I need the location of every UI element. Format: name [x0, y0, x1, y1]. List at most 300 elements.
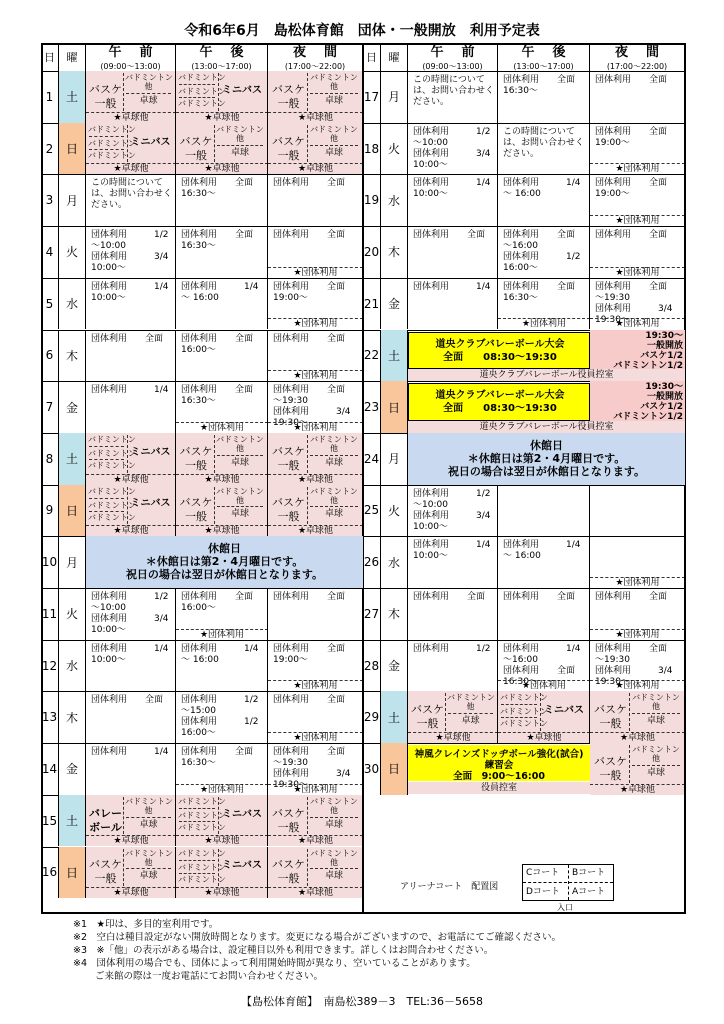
row-14-afternoon-text: 団体利用 全面 16:30～ [181, 747, 254, 769]
row-26-evening-star-note: ★団体利用 [590, 577, 685, 588]
row-2-morning-badminton3: バドミントン [88, 150, 136, 160]
row-23-evening [590, 381, 685, 421]
row-30-evening-takkyu: 卓球 [646, 767, 665, 778]
row-21-evening-text: 団体利用 全面 ～19:30 団体利用 3/4 19:30～ [595, 281, 673, 325]
row-11-evening-text: 団体利用 全面 [273, 592, 346, 602]
row-30-foot [408, 782, 590, 794]
header-ev-right [590, 43, 685, 71]
row-19-afternoon [498, 174, 590, 226]
row-22-day: 22 [363, 330, 381, 382]
row-13-afternoon-text: 団体利用 1/2 ～15:00 団体利用 1/2 16:00～ [181, 695, 259, 739]
row-13-afternoon [176, 691, 268, 743]
row-14-evening [268, 743, 363, 795]
row-9-afternoon [176, 485, 268, 537]
footer-address: 【島松体育館】 南島松389－3 TEL:36－5658 [241, 995, 483, 1008]
row-20-afternoon [498, 226, 590, 278]
row-16-afternoon-minibus: ミニバス [222, 860, 262, 872]
row-19-morning [408, 174, 498, 226]
row-4-evening-star-note: ★団体利用 [268, 267, 363, 278]
row-25-morning-text: 団体利用 1/2 ～10:00 団体利用 3/4 10:00～ [413, 488, 491, 532]
row-2-morning [86, 123, 176, 175]
row-1-morning-badminton: バドミントン 他 [125, 73, 173, 91]
row-3-evening-text: 団体利用 全面 [273, 178, 346, 189]
row-17-weekday: 月 [381, 71, 408, 123]
row-13-evening-text: 団体利用 全面 [273, 695, 346, 706]
row-12-morning-text: 団体利用 1/4 10:00～ [91, 643, 169, 665]
row-7-morning-text: 団体利用 1/4 [91, 385, 169, 396]
row-4-weekday: 火 [59, 226, 86, 278]
row-4-afternoon-text: 団体利用 全面 16:30～ [181, 230, 254, 252]
row-29-morning-badminton: バドミントン 他 [447, 693, 495, 712]
row-16-afternoon-star-note: ★卓球他 [176, 887, 268, 898]
row-17-morning-text: この時間について は、お問い合わせく ださい。 [413, 75, 495, 107]
row-17-evening-text: 団体利用 全面 [595, 75, 668, 85]
row-1-morning-takkyu: 卓球 [139, 95, 158, 106]
row-1-afternoon-star-note: ★卓球他 [176, 112, 268, 123]
row-20-evening-text: 団体利用 全面 [595, 230, 668, 241]
row-29-morning-sport: バスケ 一般 [411, 703, 444, 731]
row-25-afternoon [498, 485, 590, 537]
row-5-evening-text: 団体利用 全面 19:00～ [273, 281, 346, 303]
row-23-event-text: 道央クラブバレーボール大会 全面 08:30～19:30 [435, 390, 565, 415]
header-pm-time: (13:00～17:00) [191, 62, 252, 71]
row-11-weekday: 火 [59, 588, 86, 640]
row-9-evening-sport: バスケ 一般 [272, 496, 305, 524]
row-3-afternoon [176, 174, 268, 226]
page-title: 令和6年6月 島松体育館 団体・一般開放 利用予定表 [184, 23, 540, 39]
row-16-morning-sport: バスケ 一般 [89, 858, 122, 886]
row-1-afternoon [176, 71, 268, 123]
row-12-evening-text: 団体利用 全面 19:00～ [273, 643, 346, 665]
header-pm-left [176, 43, 268, 71]
row-19-afternoon-text: 団体利用 1/4 ～ 16:00 [503, 178, 581, 200]
row-30-evening-star-note: ★卓球他 [590, 784, 685, 795]
header-am-time: (09:00～13:00) [100, 62, 161, 71]
row-9-evening-star-note: ★卓球他 [268, 525, 363, 536]
row-18-weekday: 火 [381, 123, 408, 175]
row-9-weekday: 日 [59, 485, 86, 537]
row-1-evening-takkyu: 卓球 [324, 95, 343, 106]
row-13-day: 13 [41, 691, 59, 743]
row-19-morning-text: 団体利用 1/4 10:00～ [413, 178, 491, 200]
row-16-morning-star-note: ★卓球他 [86, 887, 176, 898]
row-5-day: 5 [41, 278, 59, 330]
header-day-left: 日 [41, 43, 59, 71]
header-ev-left [268, 43, 363, 71]
row-21-afternoon-star-note: ★団体利用 [498, 318, 590, 329]
row-16-weekday: 日 [59, 847, 86, 899]
row-27-evening-star-note: ★団体利用 [590, 629, 685, 640]
row-28-evening-text: 団体利用 全面 ～19:30 団体利用 3/4 19:30～ [595, 643, 673, 687]
row-2-afternoon-sport: バスケ 一般 [179, 134, 213, 162]
row-9-morning-badminton2: バドミントン [88, 500, 136, 510]
row-12-afternoon-text: 団体利用 1/4 ～ 16:00 [181, 643, 259, 665]
row-28-afternoon [498, 640, 590, 692]
schedule-grid [41, 43, 686, 914]
row-28-weekday: 金 [381, 640, 408, 692]
row-28-afternoon-text: 団体利用 1/4 ～16:00 団体利用 全面 16:30～ [503, 643, 581, 687]
row-8-evening-takkyu: 卓球 [324, 457, 343, 468]
entrance-label: 入口 [557, 903, 573, 912]
row-8-evening-sport: バスケ 一般 [272, 444, 305, 472]
header-am-left [86, 43, 176, 71]
row-21-weekday: 金 [381, 278, 408, 330]
row-12-day: 12 [41, 640, 59, 692]
row-25-weekday: 火 [381, 485, 408, 537]
row-1-morning-sport: バスケ 一般 [89, 82, 122, 110]
row-14-evening-star-note: ★団体利用 [268, 784, 363, 795]
row-20-day: 20 [363, 226, 381, 278]
row-9-morning [86, 485, 176, 537]
header-pm-label: 午後 [521, 45, 584, 60]
row-15-day: 15 [41, 795, 59, 847]
row-22-weekday: 土 [381, 330, 408, 382]
row-14-afternoon-star-note: ★団体利用 [176, 784, 268, 795]
row-15-morning [86, 795, 176, 847]
row-8-weekday: 土 [59, 433, 86, 485]
row-20-afternoon-text: 団体利用 全面 ～16:00 団体利用 1/2 16:00～ [503, 230, 581, 274]
header-day-right: 日 [363, 43, 381, 71]
row-16-afternoon-badminton3: バドミントン [178, 874, 226, 884]
header-am-right [408, 43, 498, 71]
row-8-morning-star-note: ★卓球他 [86, 474, 176, 485]
row-7-evening [268, 381, 363, 433]
row-2-evening-badminton: バドミントン 他 [310, 124, 358, 143]
row-28-evening-star-note: ★団体利用 [590, 680, 685, 691]
row-27-morning [408, 588, 498, 640]
row-18-morning [408, 123, 498, 175]
row-28-morning [408, 640, 498, 692]
row-26-afternoon [498, 536, 590, 588]
row-9-morning-badminton3: バドミントン [88, 512, 136, 522]
row-5-afternoon-text: 団体利用 1/4 ～ 16:00 [181, 281, 259, 303]
row-29-afternoon-star-note: ★卓球他 [498, 732, 590, 743]
row-29-evening-badminton: バドミントン 他 [632, 693, 680, 712]
row-19-evening-text: 団体利用 全面 19:00～ [595, 178, 668, 200]
header-ev-label: 夜間 [614, 45, 677, 60]
row-22-evening-text: 19:30～ 一般開放 バスケ1/2 バドミントン1/2 [613, 330, 683, 370]
row-11-afternoon-text: 団体利用 全面 16:00～ [181, 592, 254, 613]
row-15-afternoon-badminton1: バドミントン [178, 796, 226, 806]
note-3: ※3 ※「他」の表示がある場合は、設定種目以外も利用できます。詳しくはお問合わせください。 [73, 945, 494, 956]
row-7-evening-star-note: ★団体利用 [268, 422, 363, 433]
row-16-afternoon-badminton2: バドミントン [178, 862, 226, 872]
row-21-afternoon-text: 団体利用 全面 16:30～ [503, 281, 576, 303]
row-30-evening-sport: バスケ 一般 [594, 754, 627, 782]
row-15-afternoon-badminton3: バドミントン [178, 822, 226, 832]
court-c: Cコート [526, 868, 560, 878]
row-11-afternoon [176, 588, 268, 640]
row-8-morning-badminton2: バドミントン [88, 448, 136, 458]
row-22-evening [590, 330, 685, 370]
row-27-weekday: 木 [381, 588, 408, 640]
row-23-evening-text: 19:30～ 一般開放 バスケ1/2 バドミントン1/2 [613, 382, 683, 421]
row-5-weekday: 水 [59, 278, 86, 330]
row-27-evening [590, 588, 685, 640]
row-28-day: 28 [363, 640, 381, 692]
row-23-event [408, 383, 590, 421]
row-16-afternoon [176, 847, 268, 899]
row-9-evening-badminton: バドミントン 他 [310, 486, 358, 505]
row-12-evening [268, 640, 363, 692]
row-15-evening-takkyu: 卓球 [324, 819, 343, 830]
row-16-morning-badminton: バドミントン 他 [125, 848, 173, 867]
row-15-morning-badminton: バドミントン 他 [125, 796, 173, 815]
row-9-day: 9 [41, 485, 59, 537]
row-25-evening [590, 485, 685, 537]
row-14-morning [86, 743, 176, 795]
row-14-afternoon [176, 743, 268, 795]
row-14-weekday: 金 [59, 743, 86, 795]
row-6-evening-star-note: ★団体利用 [268, 370, 363, 381]
row-6-weekday: 木 [59, 330, 86, 382]
row-9-morning-minibus: ミニバス [130, 498, 171, 510]
row-18-evening-star-note: ★団体利用 [590, 163, 685, 174]
row-7-morning [86, 381, 176, 433]
row-1-afternoon-minibus: ミニバス [222, 84, 262, 96]
row-2-morning-badminton1: バドミントン [88, 124, 136, 134]
row-2-evening-takkyu: 卓球 [324, 147, 343, 158]
row-13-weekday: 木 [59, 691, 86, 743]
row-3-day: 3 [41, 174, 59, 226]
row-20-evening [590, 226, 685, 278]
row-16-evening-star-note: ★卓球他 [268, 887, 363, 898]
row-26-morning [408, 536, 498, 588]
header-ev-label: 夜間 [292, 45, 355, 60]
row-3-weekday: 月 [59, 174, 86, 226]
row-9-evening [268, 485, 363, 537]
row-29-day: 29 [363, 691, 381, 743]
row-18-evening [590, 123, 685, 175]
row-2-afternoon [176, 123, 268, 175]
row-11-evening [268, 588, 363, 640]
court-a: Aコート [572, 887, 606, 897]
row-5-morning [86, 278, 176, 330]
row-20-evening-star-note: ★団体利用 [590, 267, 685, 278]
row-29-afternoon-badminton2: バドミントン [500, 707, 548, 717]
row-18-afternoon-text: この時間について は、お問い合わせく ださい。 [503, 126, 585, 159]
row-8-afternoon-sport: バスケ 一般 [179, 444, 213, 472]
row-17-evening [590, 71, 685, 123]
row-5-evening-star-note: ★団体利用 [268, 318, 363, 329]
row-9-evening-takkyu: 卓球 [324, 509, 343, 520]
row-29-evening [590, 691, 685, 743]
row-20-weekday: 木 [381, 226, 408, 278]
row-8-morning [86, 433, 176, 485]
header-am-label: 午前 [108, 45, 171, 60]
row-13-evening [268, 691, 363, 743]
row-29-afternoon-minibus: ミニバス [544, 705, 584, 717]
row-15-morning-takkyu: 卓球 [139, 819, 158, 830]
row-15-weekday: 土 [59, 795, 86, 847]
row-18-evening-text: 団体利用 全面 19:00～ [595, 126, 668, 148]
row-30-evening [590, 743, 685, 795]
row-8-morning-badminton3: バドミントン [88, 460, 136, 470]
row-22-event [408, 332, 590, 370]
row-29-weekday: 土 [381, 691, 408, 743]
row-11-morning [86, 588, 176, 640]
row-28-afternoon-star-note: ★団体利用 [498, 680, 590, 691]
row-14-morning-text: 団体利用 1/4 [91, 747, 169, 758]
row-1-morning [86, 71, 176, 123]
row-12-evening-star-note: ★団体利用 [268, 680, 363, 691]
row-7-weekday: 金 [59, 381, 86, 433]
row-6-evening-text: 団体利用 全面 [273, 333, 346, 344]
row-23-day: 23 [363, 381, 381, 433]
row-11-afternoon-star-note: ★団体利用 [176, 629, 268, 640]
row-29-afternoon-badminton3: バドミントン [500, 719, 548, 729]
row-15-afternoon [176, 795, 268, 847]
row-21-morning [408, 278, 498, 330]
row-27-evening-text: 団体利用 全面 [595, 592, 668, 602]
header-pm-time: (13:00～17:00) [513, 62, 574, 71]
row-26-morning-text: 団体利用 1/4 10:00～ [413, 540, 491, 562]
row-26-day: 26 [363, 536, 381, 588]
row-6-evening [268, 330, 363, 382]
row-17-afternoon-text: 団体利用 全面 16:30～ [503, 75, 576, 96]
header-pm-label: 午後 [199, 45, 262, 60]
row-2-weekday: 日 [59, 123, 86, 175]
row-24-closed [408, 433, 685, 485]
row-19-evening [590, 174, 685, 226]
row-3-morning-text: この時間について は、お問い合わせく ださい。 [91, 178, 173, 211]
row-13-evening-star-note: ★団体利用 [268, 732, 363, 743]
row-8-morning-badminton1: バドミントン [88, 434, 136, 444]
row-12-afternoon [176, 640, 268, 692]
note-4: ※4 団体利用の場合でも、団体によって利用開始時間が異なり、空いていることがあります。 [73, 958, 476, 969]
row-27-morning-text: 団体利用 全面 [413, 592, 486, 602]
row-7-evening-text: 団体利用 全面 ～19:30 団体利用 3/4 19:30～ [273, 385, 351, 429]
row-19-evening-star-note: ★団体利用 [590, 215, 685, 226]
row-20-morning-text: 団体利用 全面 [413, 230, 486, 241]
row-26-weekday: 水 [381, 536, 408, 588]
row-14-day: 14 [41, 743, 59, 795]
header-weekday-right: 曜 [381, 43, 408, 71]
row-2-morning-star-note: ★卓球他 [86, 163, 176, 174]
row-22-foot-text: 道央クラブバレーボール役員控室 [479, 370, 614, 381]
row-28-morning-text: 団体利用 1/2 [413, 643, 491, 654]
row-7-afternoon-star-note: ★団体利用 [176, 422, 268, 433]
row-8-afternoon-star-note: ★卓球他 [176, 474, 268, 485]
row-19-day: 19 [363, 174, 381, 226]
row-15-afternoon-minibus: ミニバス [222, 808, 262, 820]
header-pm-right [498, 43, 590, 71]
row-6-afternoon [176, 330, 268, 382]
row-14-evening-text: 団体利用 全面 ～19:30 団体利用 3/4 19:30～ [273, 747, 351, 791]
row-25-morning [408, 485, 498, 537]
row-30-event-text: 神風クレインズドッヂボール強化(試合) 練習会 全面 9:00～16:00 [414, 749, 584, 781]
row-16-evening-takkyu: 卓球 [324, 871, 343, 882]
row-9-afternoon-sport: バスケ 一般 [179, 496, 213, 524]
row-8-evening-star-note: ★卓球他 [268, 474, 363, 485]
row-5-afternoon [176, 278, 268, 330]
row-23-foot-text: 道央クラブバレーボール役員控室 [479, 421, 614, 432]
row-3-morning [86, 174, 176, 226]
note-5: ご来館の際は一度お電話にてお問い合わせください。 [73, 971, 324, 982]
row-1-evening-badminton: バドミントン 他 [310, 73, 358, 91]
row-10-weekday: 月 [59, 536, 86, 588]
row-4-evening [268, 226, 363, 278]
row-21-morning-text: 団体利用 1/4 [413, 281, 491, 292]
row-2-morning-minibus: ミニバス [130, 136, 171, 148]
row-16-morning-takkyu: 卓球 [139, 871, 158, 882]
row-6-afternoon-text: 団体利用 全面 16:00～ [181, 333, 254, 355]
header-weekday-left: 曜 [59, 43, 86, 71]
row-15-evening-badminton: バドミントン 他 [310, 796, 358, 815]
header-am-label: 午前 [430, 45, 493, 60]
row-4-afternoon [176, 226, 268, 278]
row-12-morning [86, 640, 176, 692]
row-26-afternoon-text: 団体利用 1/4 ～ 16:00 [503, 540, 581, 562]
row-24-closed-text: 休館日 ＊休館日は第2・4月曜日です。 祝日の場合は翌日が休館日となります。 [447, 438, 646, 478]
row-7-day: 7 [41, 381, 59, 433]
row-29-afternoon-badminton1: バドミントン [500, 693, 548, 703]
row-24-day: 24 [363, 433, 381, 485]
row-5-evening [268, 278, 363, 330]
row-3-evening [268, 174, 363, 226]
row-4-day: 4 [41, 226, 59, 278]
row-1-morning-star-note: ★卓球他 [86, 112, 176, 123]
row-30-foot-text: 役員控室 [480, 782, 517, 793]
row-2-evening-star-note: ★卓球他 [268, 163, 363, 174]
row-23-weekday: 日 [381, 381, 408, 433]
row-6-day: 6 [41, 330, 59, 382]
row-21-day: 21 [363, 278, 381, 330]
row-16-evening-sport: バスケ 一般 [272, 858, 305, 886]
row-21-evening [590, 278, 685, 330]
row-25-day: 25 [363, 485, 381, 537]
row-2-afternoon-takkyu: 卓球 [230, 147, 249, 158]
court-map [522, 864, 614, 901]
row-13-morning [86, 691, 176, 743]
row-22-foot [408, 369, 685, 381]
row-5-morning-text: 団体利用 1/4 10:00～ [91, 281, 169, 303]
row-23-foot [408, 421, 685, 433]
row-8-evening-badminton: バドミントン 他 [310, 434, 358, 453]
row-1-afternoon-badminton3: バドミントン [178, 99, 226, 108]
row-7-afternoon-text: 団体利用 全面 16:30～ [181, 385, 254, 407]
row-27-afternoon-text: 団体利用 全面 [503, 592, 576, 602]
row-8-day: 8 [41, 433, 59, 485]
row-2-evening-sport: バスケ 一般 [272, 134, 305, 162]
row-15-evening-sport: バスケ 一般 [272, 806, 305, 834]
row-8-evening [268, 433, 363, 485]
row-3-afternoon-text: 団体利用 全面 16:30～ [181, 178, 254, 200]
row-15-morning-sport: バレー ボール [89, 806, 122, 834]
row-19-weekday: 水 [381, 174, 408, 226]
row-13-morning-text: 団体利用 全面 [91, 695, 164, 706]
row-17-day: 17 [363, 71, 381, 123]
row-16-morning [86, 847, 176, 899]
row-1-day: 1 [41, 71, 59, 123]
row-15-afternoon-badminton2: バドミントン [178, 810, 226, 820]
row-9-afternoon-takkyu: 卓球 [230, 509, 249, 520]
row-12-weekday: 水 [59, 640, 86, 692]
row-2-afternoon-badminton: バドミントン 他 [216, 124, 264, 143]
header-ev-time: (17:00～22:00) [606, 62, 668, 71]
row-21-evening-star-note: ★団体利用 [590, 318, 685, 329]
row-16-evening [268, 847, 363, 899]
row-29-morning [408, 691, 498, 743]
row-7-afternoon [176, 381, 268, 433]
row-1-afternoon-badminton1: バドミントン [178, 73, 226, 82]
row-11-morning-text: 団体利用 1/2 ～10:00 団体利用 3/4 10:00～ [91, 592, 169, 635]
row-1-evening [268, 71, 363, 123]
row-15-evening-star-note: ★卓球他 [268, 835, 363, 846]
row-8-afternoon-takkyu: 卓球 [230, 457, 249, 468]
row-10-day: 10 [41, 536, 59, 588]
header-ev-time: (17:00～22:00) [284, 62, 346, 71]
